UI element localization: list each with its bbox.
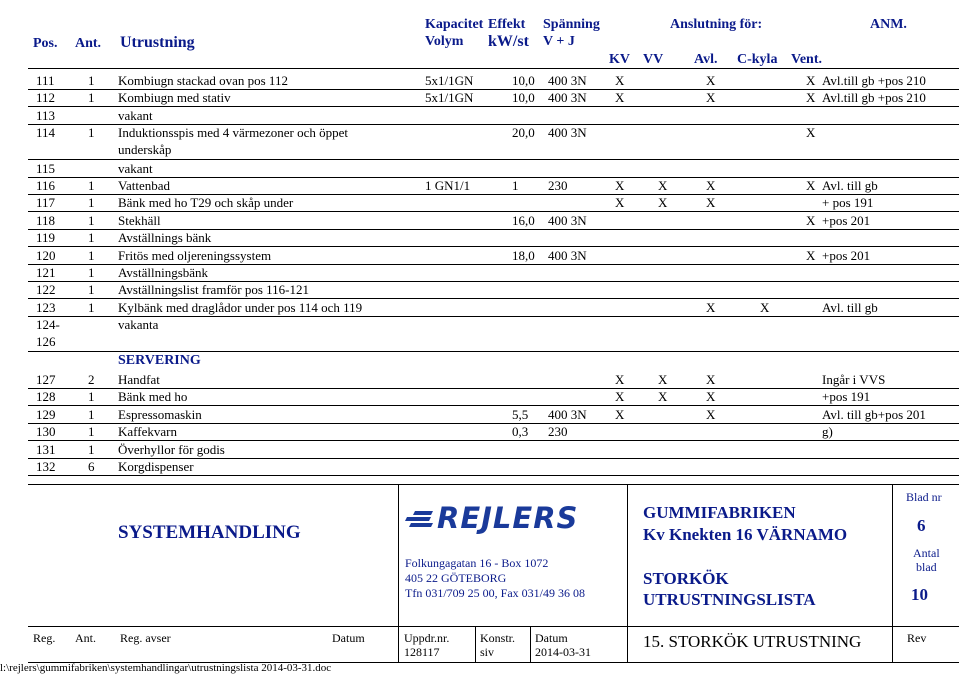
rev-divider-2	[475, 626, 476, 662]
cell-name: Fritös med oljereningssystem	[118, 247, 272, 263]
document-title-1: STORKÖK	[643, 569, 729, 588]
cell-anm: +pos 201	[822, 212, 871, 228]
cell-name: Induktionsspis med 4 värmezoner och öppet	[118, 125, 348, 141]
table-row	[0, 124, 959, 158]
header-anm: ANM.	[870, 17, 907, 32]
table-row	[0, 89, 959, 106]
cell-sp: 230	[548, 178, 568, 193]
cell-sp: 230	[548, 424, 568, 440]
rev-reg-avser: Reg. avser	[120, 631, 171, 645]
header-kapacitet: Kapacitet	[425, 17, 484, 32]
cell-kv: X	[615, 372, 625, 387]
header-utrustning: Utrustning	[120, 34, 195, 51]
cell-ant: 1	[88, 195, 95, 211]
sheet-title: 15. STORKÖK UTRUSTNING	[643, 632, 862, 651]
cell-anm: Avl. till gb	[822, 299, 878, 315]
table-row	[0, 212, 959, 229]
cell-name: Kaffekvarn	[118, 424, 177, 440]
cell-name: vakant	[118, 160, 153, 176]
cell-name: Kombiugn med stativ	[118, 90, 231, 106]
datum-value: 2014-03-31	[535, 645, 591, 659]
cell-name: Stekhäll	[118, 212, 161, 228]
cell-anm: Avl.till gb +pos 210	[822, 73, 926, 88]
cell-vv: X	[658, 195, 668, 211]
cell-kv: X	[615, 90, 625, 106]
blad-nr-label: Blad nr	[906, 490, 942, 504]
table-row	[0, 406, 959, 423]
row-rule	[28, 475, 959, 476]
cell-ant: 1	[88, 299, 95, 315]
header-ant: Ant.	[75, 36, 102, 51]
table-row	[0, 441, 959, 458]
cell-kv: X	[615, 195, 625, 211]
header-rule	[28, 68, 959, 69]
cell-avl: X	[706, 299, 716, 315]
cell-eff: 5,5	[512, 406, 529, 422]
cell-eff: 10,0	[512, 73, 535, 88]
table-row	[0, 177, 959, 194]
cell-name: Avställnings bänk	[118, 230, 212, 246]
cell-name: Handfat	[118, 372, 160, 387]
cell-vv: X	[658, 389, 668, 405]
cell-ck: X	[760, 299, 770, 315]
cell-name: Korgdispenser	[118, 459, 194, 474]
cell-pos: 130	[36, 424, 56, 440]
header-vv: VV	[643, 52, 664, 67]
cell-pos: 114	[36, 125, 56, 141]
cell-ant: 1	[88, 282, 95, 298]
cell-vv: X	[658, 178, 668, 193]
cell-name-line2: underskåp	[118, 142, 172, 158]
cell-pos: 115	[36, 160, 56, 176]
antal-value: 10	[911, 585, 928, 604]
table-row	[0, 316, 959, 350]
cell-ant: 1	[88, 265, 95, 280]
cell-pos: 120	[36, 247, 56, 263]
cell-pos: 124-	[36, 317, 60, 333]
cell-anm: Avl.till gb +pos 210	[822, 90, 926, 106]
cell-vent: X	[806, 73, 816, 88]
cell-vent: X	[806, 178, 816, 193]
cell-ant: 1	[88, 247, 95, 263]
datum-label: Datum	[535, 631, 568, 645]
cell-name: Vattenbad	[118, 178, 170, 193]
cell-avl: X	[706, 389, 716, 405]
header-vj: V + J	[543, 34, 575, 49]
cell-name: Avställningslist framför pos 116-121	[118, 282, 310, 298]
header-effekt: Effekt	[488, 17, 526, 32]
konstr-label: Konstr.	[480, 631, 516, 645]
cell-avl: X	[706, 73, 716, 88]
cell-ant: 1	[88, 212, 95, 228]
table-row	[0, 281, 959, 298]
cell-avl: X	[706, 178, 716, 193]
cell-avl: X	[706, 90, 716, 106]
cell-sp: 400 3N	[548, 90, 587, 106]
cell-pos: 127	[36, 372, 56, 387]
table-row	[0, 247, 959, 264]
uppdr-label: Uppdr.nr.	[404, 631, 450, 645]
rejlers-logo-text: REJLERS	[437, 501, 579, 535]
cell-pos-line2: 126	[36, 334, 56, 350]
cell-anm: Avl. till gb	[822, 178, 878, 193]
cell-sp: 400 3N	[548, 406, 587, 422]
systemhandling-label: SYSTEMHANDLING	[118, 522, 301, 543]
cell-pos: 131	[36, 441, 56, 457]
header-kw: kW/st	[488, 33, 529, 50]
table-row	[0, 72, 959, 89]
cell-pos: 132	[36, 459, 56, 474]
cell-sp: 400 3N	[548, 73, 587, 88]
rev-divider-3	[530, 626, 531, 662]
address-line-1: Folkungagatan 16 - Box 1072	[405, 556, 549, 570]
table-row	[0, 299, 959, 316]
rev-ant: Ant.	[75, 631, 96, 645]
header-volym: Volym	[425, 34, 464, 49]
table-row	[0, 388, 959, 405]
cell-anm: Ingår i VVS	[822, 372, 886, 387]
rejlers-logo	[405, 503, 605, 537]
cell-name: Kylbänk med draglådor under pos 114 och 119	[118, 299, 363, 315]
cell-name: vakant	[118, 107, 153, 123]
cell-anm: +pos 191	[822, 389, 871, 405]
cell-eff: 1	[512, 178, 519, 193]
cell-ant: 2	[88, 372, 95, 387]
konstr-value: siv	[480, 645, 495, 659]
cell-eff: 10,0	[512, 90, 535, 106]
table-row	[0, 264, 959, 281]
table-row	[0, 423, 959, 440]
cell-name: Kombiugn stackad ovan pos 112	[118, 73, 288, 88]
header-spanning: Spänning	[543, 17, 600, 32]
cell-pos: 112	[36, 90, 56, 106]
cell-name: vakanta	[118, 317, 159, 333]
cell-pos: 122	[36, 282, 56, 298]
cell-ant: 1	[88, 125, 95, 141]
cell-vent: X	[806, 212, 816, 228]
cell-ant: 1	[88, 90, 95, 106]
document-title-2: UTRUSTNINGSLISTA	[643, 590, 816, 609]
table-row	[0, 107, 959, 124]
cell-name: Avställningsbänk	[118, 265, 209, 280]
cell-ant: 1	[88, 389, 95, 405]
cell-ant: 1	[88, 424, 95, 440]
cell-sp: 400 3N	[548, 125, 587, 141]
file-path: l:\rejlers\gummifabriken\systemhandlingar\utrustningslista 2014-03-31.doc	[0, 662, 332, 674]
cell-pos: 123	[36, 299, 56, 315]
cell-pos: 129	[36, 406, 56, 422]
project-location: Kv Knekten 16 VÄRNAMO	[643, 525, 848, 544]
address-line-3: Tfn 031/709 25 00, Fax 031/49 36 08	[405, 586, 585, 600]
blad-label: blad	[916, 560, 937, 574]
cell-name: Espressomaskin	[118, 406, 202, 422]
header-anslutning: Anslutning för:	[670, 17, 763, 32]
cell-vent: X	[806, 125, 816, 141]
cell-eff: 18,0	[512, 247, 535, 263]
rev-datum: Datum	[332, 631, 365, 645]
cell-kap: 5x1/1GN	[425, 73, 474, 88]
cell-pos: 119	[36, 230, 56, 246]
cell-pos: 118	[36, 212, 56, 228]
cell-ant: 6	[88, 459, 95, 474]
cell-eff: 0,3	[512, 424, 529, 440]
rev-label: Rev	[907, 631, 927, 645]
cell-sp: 400 3N	[548, 247, 587, 263]
cell-sp: 400 3N	[548, 212, 587, 228]
cell-pos: 111	[36, 73, 55, 88]
cell-name: Bänk med ho	[118, 389, 188, 405]
table-row	[0, 458, 959, 475]
header-kv: KV	[609, 52, 630, 67]
cell-avl: X	[706, 195, 716, 211]
cell-anm: Avl. till gb+pos 201	[822, 406, 926, 422]
cell-name: Överhyllor för godis	[118, 441, 225, 457]
footer-mid-rule	[28, 626, 959, 627]
header-pos: Pos.	[33, 36, 58, 51]
rev-divider-1	[398, 626, 399, 662]
rev-reg: Reg.	[33, 631, 56, 645]
cell-pos: 128	[36, 389, 56, 405]
header-ckyla: C-kyla	[737, 52, 778, 67]
cell-ant: 1	[88, 178, 95, 193]
footer-divider-3	[892, 484, 893, 626]
cell-ant: 1	[88, 230, 95, 246]
table-row	[0, 229, 959, 246]
address-line-2: 405 22 GÖTEBORG	[405, 571, 507, 585]
blad-nr-value: 6	[917, 516, 926, 535]
footer-top-rule	[28, 484, 959, 485]
cell-anm: +pos 201	[822, 247, 871, 263]
footer-divider-2	[627, 484, 628, 626]
cell-vent: X	[806, 247, 816, 263]
cell-ant: 1	[88, 406, 95, 422]
rev-divider-4	[627, 626, 628, 662]
cell-pos: 117	[36, 195, 56, 211]
section-servering: SERVERING	[118, 353, 201, 368]
footer-divider-1	[398, 484, 399, 626]
cell-ant: 1	[88, 441, 95, 457]
uppdr-value: 128117	[404, 645, 440, 659]
table-row	[0, 194, 959, 211]
cell-kv: X	[615, 178, 625, 193]
table-row	[0, 371, 959, 388]
cell-avl: X	[706, 406, 716, 422]
cell-kap: 1 GN1/1	[425, 178, 471, 193]
project-name: GUMMIFABRIKEN	[643, 503, 796, 522]
cell-avl: X	[706, 372, 716, 387]
cell-eff: 16,0	[512, 212, 535, 228]
cell-kap: 5x1/1GN	[425, 90, 474, 106]
header-avl: Avl.	[694, 52, 718, 67]
table-row	[0, 160, 959, 177]
cell-kv: X	[615, 73, 625, 88]
cell-anm: g)	[822, 424, 833, 440]
cell-eff: 20,0	[512, 125, 535, 141]
cell-kv: X	[615, 389, 625, 405]
cell-ant: 1	[88, 73, 95, 88]
cell-pos: 121	[36, 265, 56, 280]
cell-vent: X	[806, 90, 816, 106]
cell-name: Bänk med ho T29 och skåp under	[118, 195, 294, 211]
cell-pos: 113	[36, 107, 56, 123]
cell-kv: X	[615, 406, 625, 422]
cell-pos: 116	[36, 178, 56, 193]
antal-label: Antal	[913, 546, 940, 560]
header-vent: Vent.	[791, 52, 822, 67]
cell-anm: + pos 191	[822, 195, 874, 211]
rev-divider-5	[892, 626, 893, 662]
cell-vv: X	[658, 372, 668, 387]
